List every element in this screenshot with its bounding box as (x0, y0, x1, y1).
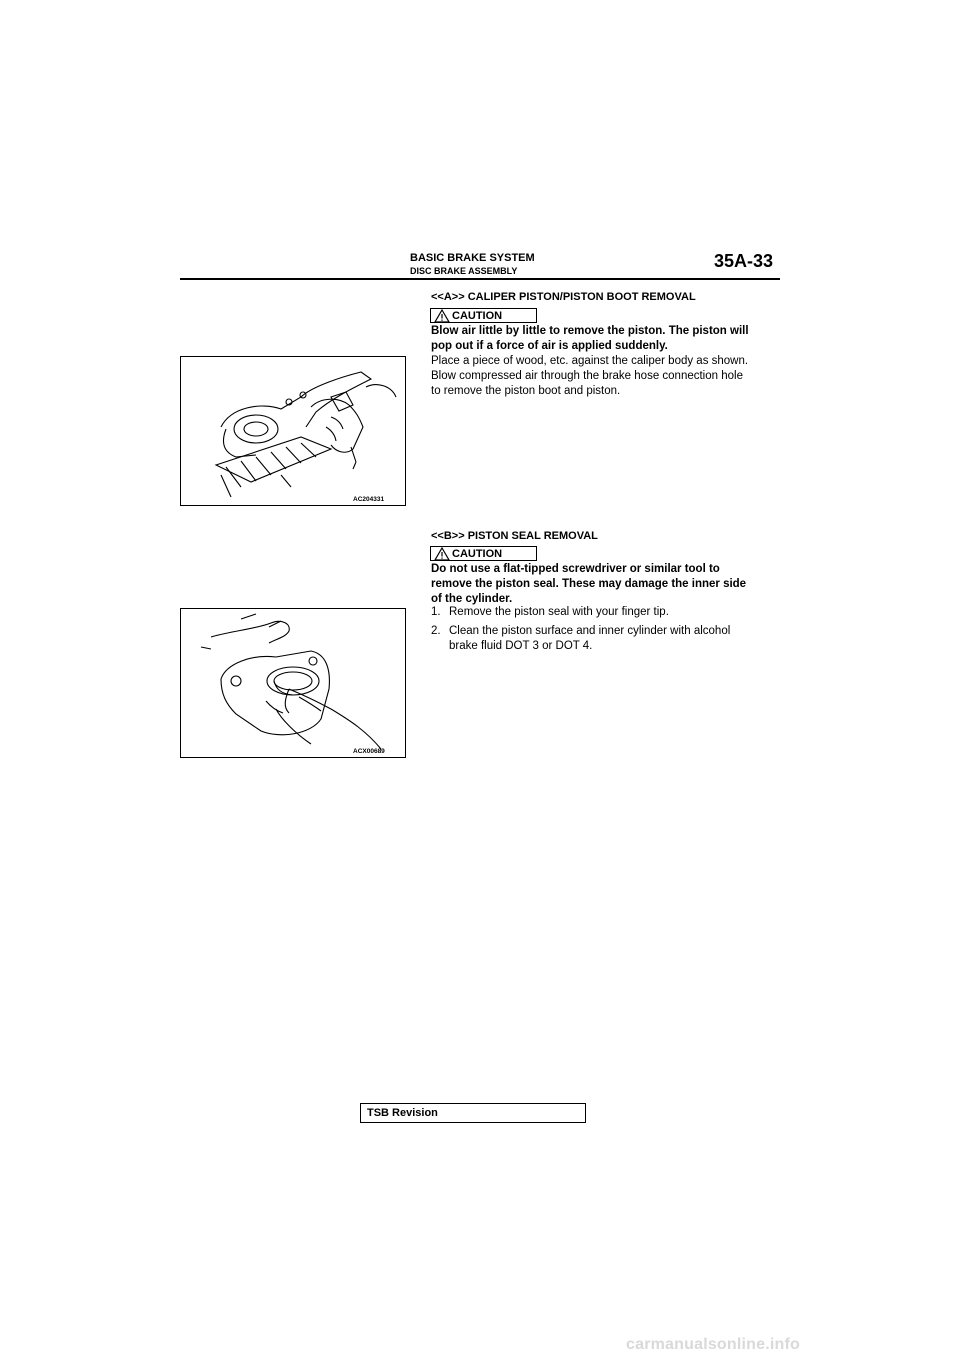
caution-text-b: Do not use a flat-tipped screwdriver or similar tool to remove the piston seal. These may damage the inner side of the cylinder. (431, 563, 747, 605)
header-rule (180, 278, 780, 280)
figure-label-a: AC204331 (353, 496, 385, 503)
tsb-revision-label: TSB Revision (367, 1107, 438, 1119)
step-1: 1. Remove the piston seal with your finger tip. (431, 606, 669, 618)
body-text-a: Place a piece of wood, etc. against the caliper body as shown. Blow compressed air through the brake hose connection hole to remove the piston boot and piston. (431, 355, 749, 397)
piston-seal-finger-removal-illustration-icon (181, 609, 405, 757)
section-subtitle: DISC BRAKE ASSEMBLY (410, 266, 518, 276)
caution-box-a (430, 308, 537, 323)
caution-label: CAUTION (452, 548, 503, 560)
section-title: BASIC BRAKE SYSTEM (410, 252, 535, 264)
watermark: carmanualsonline.info (626, 1336, 801, 1353)
section-b-heading: <<B>> PISTON SEAL REMOVAL (431, 530, 598, 542)
figure-label-b: ACX00689 (353, 748, 385, 755)
caution-box-b (430, 546, 537, 561)
caution-text-a: Blow air little by little to remove the piston. The piston will pop out if a force of air is applied suddenly. (431, 325, 749, 352)
figure-piston-seal-removal (180, 608, 406, 758)
section-a-heading: <<A>> CALIPER PISTON/PISTON BOOT REMOVAL (431, 291, 696, 303)
caliper-air-blow-illustration-icon (181, 357, 405, 505)
warning-triangle-icon (434, 547, 450, 561)
page-number: 35A-33 (714, 251, 774, 271)
figure-caliper-air-blow (180, 356, 406, 506)
warning-triangle-icon (434, 309, 450, 323)
step-2: 2. Clean the piston surface and inner cylinder with alcohol brake fluid DOT 3 or DOT 4. (431, 625, 731, 652)
caution-label: CAUTION (452, 310, 503, 322)
tsb-revision-box (360, 1103, 586, 1123)
